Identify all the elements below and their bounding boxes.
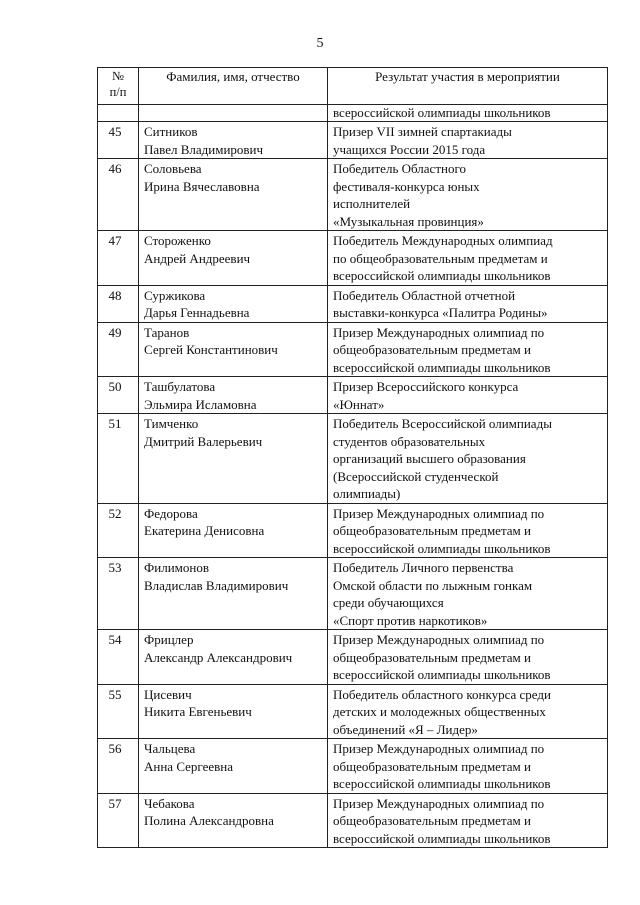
row-full-name: Ситников Павел Владимирович: [139, 122, 328, 159]
row-number: 56: [98, 739, 139, 794]
table-row: [98, 503, 608, 558]
row-number: 49: [98, 322, 139, 377]
table-row: [98, 285, 608, 322]
row-number: 54: [98, 630, 139, 685]
row-result: Победитель Личного первенства Омской области по лыжным гонкам среди обучающихся «Спорт против наркотиков»: [328, 558, 608, 630]
table-row: [98, 684, 608, 739]
row-full-name: Стороженко Андрей Андреевич: [139, 231, 328, 286]
row-result: Победитель областного конкурса среди детских и молодежных общественных объединений «Я – Лидер»: [328, 684, 608, 739]
row-full-name: Соловьева Ирина Вячеславовна: [139, 159, 328, 231]
row-full-name: Таранов Сергей Константинович: [139, 322, 328, 377]
continuation-number-cell: [98, 105, 139, 122]
row-number: 48: [98, 285, 139, 322]
table-row: [98, 231, 608, 286]
row-result: Победитель Областной отчетной выставки-конкурса «Палитра Родины»: [328, 285, 608, 322]
row-result: Призер Международных олимпиад по общеобразовательным предметам и всероссийской олимпиады школьников: [328, 739, 608, 794]
row-number: 55: [98, 684, 139, 739]
row-result: Призер Международных олимпиад по общеобразовательным предметам и всероссийской олимпиады школьников: [328, 322, 608, 377]
row-result: Призер Международных олимпиад по общеобразовательным предметам и всероссийской олимпиады школьников: [328, 793, 608, 848]
header-number-label: № п/п: [109, 69, 127, 99]
page-number: 5: [316, 36, 324, 51]
row-full-name: Чебакова Полина Александровна: [139, 793, 328, 848]
row-result: Призер Международных олимпиад по общеобразовательным предметам и всероссийской олимпиады школьников: [328, 630, 608, 685]
row-full-name: Тимченко Дмитрий Валерьевич: [139, 414, 328, 504]
continuation-result-cell: всероссийской олимпиады школьников: [328, 105, 608, 122]
header-full-name: Фамилия, имя, отчество: [139, 68, 328, 105]
row-number: 50: [98, 377, 139, 414]
row-number: 51: [98, 414, 139, 504]
header-result: Результат участия в мероприятии: [328, 68, 608, 105]
row-number: 57: [98, 793, 139, 848]
row-result: Призер VII зимней спартакиады учащихся России 2015 года: [328, 122, 608, 159]
row-full-name: Фрицлер Александр Александрович: [139, 630, 328, 685]
row-full-name: Суржикова Дарья Геннадьевна: [139, 285, 328, 322]
table-row: [98, 793, 608, 848]
table-row: [98, 558, 608, 630]
continuation-row: [98, 105, 608, 122]
row-result: Призер Международных олимпиад по общеобразовательным предметам и всероссийской олимпиады школьников: [328, 503, 608, 558]
row-result: Победитель Международных олимпиад по общеобразовательным предметам и всероссийской олимпиады школьников: [328, 231, 608, 286]
table-row: [98, 377, 608, 414]
table-row: [98, 739, 608, 794]
table-header-row: [98, 68, 608, 105]
row-number: 46: [98, 159, 139, 231]
row-result: Призер Всероссийского конкурса «Юннат»: [328, 377, 608, 414]
row-number: 47: [98, 231, 139, 286]
row-number: 52: [98, 503, 139, 558]
row-result: Победитель Областного фестиваля-конкурса юных исполнителей «Музыкальная провинция»: [328, 159, 608, 231]
row-number: 53: [98, 558, 139, 630]
table-row: [98, 322, 608, 377]
continuation-name-cell: [139, 105, 328, 122]
header-number: [98, 68, 139, 105]
row-result: Победитель Всероссийской олимпиады студентов образовательных организаций высшего образования (Всероссийской студенческой олимпиады): [328, 414, 608, 504]
results-table: [97, 67, 608, 848]
row-full-name: Федорова Екатерина Денисовна: [139, 503, 328, 558]
row-full-name: Чальцева Анна Сергеевна: [139, 739, 328, 794]
table-row: [98, 414, 608, 504]
table-row: [98, 122, 608, 159]
table-row: [98, 630, 608, 685]
table-row: [98, 159, 608, 231]
row-full-name: Цисевич Никита Евгеньевич: [139, 684, 328, 739]
row-full-name: Ташбулатова Эльмира Исламовна: [139, 377, 328, 414]
row-number: 45: [98, 122, 139, 159]
row-full-name: Филимонов Владислав Владимирович: [139, 558, 328, 630]
